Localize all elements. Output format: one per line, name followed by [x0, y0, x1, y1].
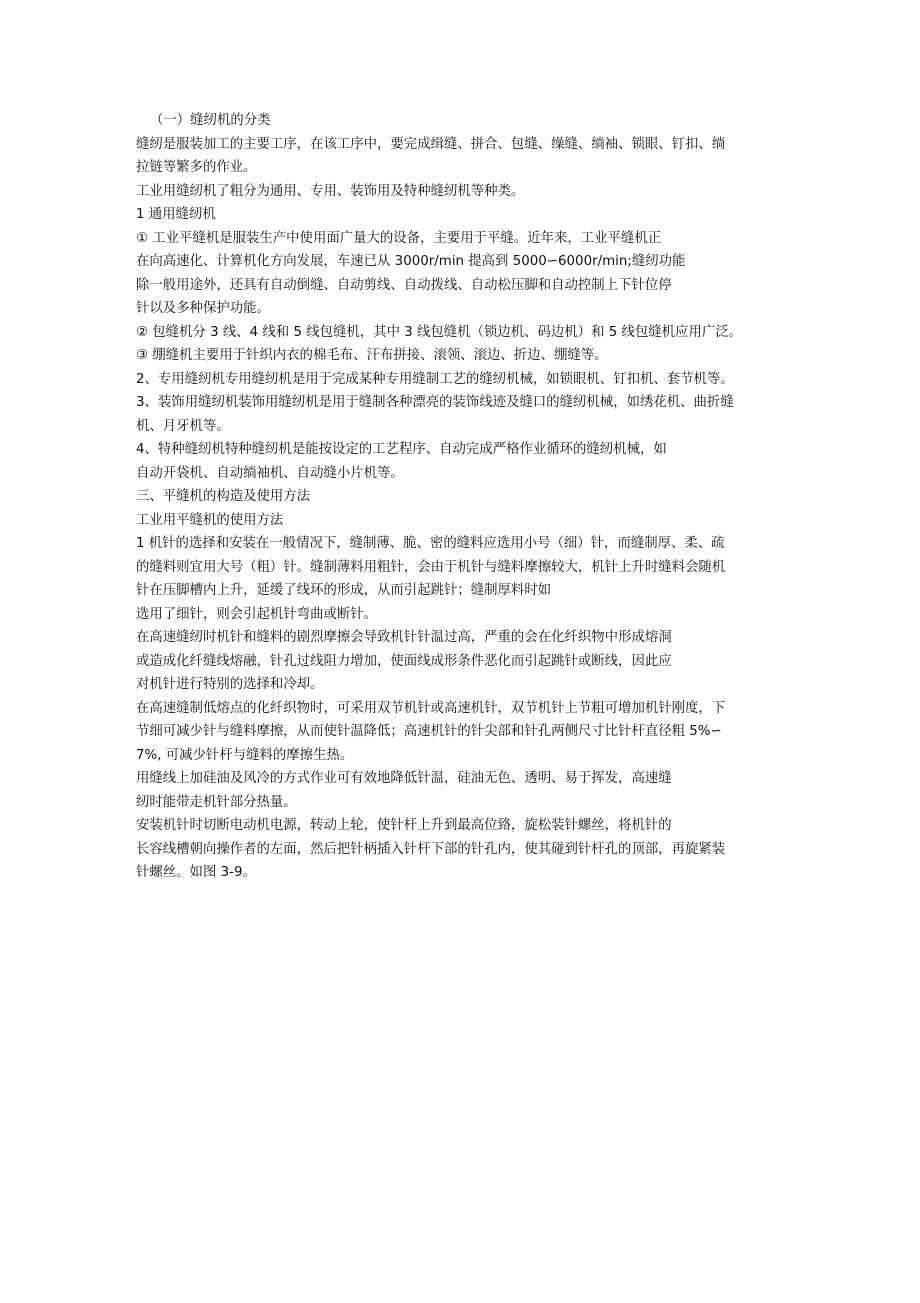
- text-line: 拉链等繁多的作业。: [136, 160, 257, 175]
- subsection-heading: 工业用平缝机的使用方法: [136, 512, 284, 528]
- text-line: 4、特种缝纫机特种缝纫机是能按设定的工艺程序、自动完成严格作业循环的缝纫机械，如: [136, 442, 667, 457]
- text-line: 的缝料则宜用大号（粗）针。缝制薄料用粗针，会由于机针与缝料摩擦较大，机针上升时缝料会随机: [136, 559, 726, 575]
- text-line: 节细可减少针与缝料摩擦，从而使针温降低；高速机针的针尖部和针孔两侧尺寸比针杆直径粗 5%∽: [136, 724, 722, 739]
- text-line: 长容线槽朝向操作者的左面，然后把针柄插入针杆下部的针孔内，使其碰到针杆孔的顶部，再旋紧装: [136, 841, 726, 857]
- text-line: 针以及多种保护功能。: [136, 301, 270, 316]
- text-line: 2、专用缝纫机专用缝纫机是用于完成某种专用缝制工艺的缝纫机械，如锁眼机、钉扣机、套节机等。: [136, 371, 734, 387]
- text-line: 用缝线上加硅油及风冷的方式作业可有效地降低针温，硅油无色、透明、易于挥发，高速缝: [136, 771, 672, 786]
- text-line: 缝纫是服装加工的主要工序，在该工序中，要完成缉缝、拼合、包缝、缲缝、绱袖、锁眼、钉扣、绱: [136, 136, 726, 152]
- text-line: 针螺丝。如图 3-9。: [136, 865, 256, 880]
- text-line: 安装机针时切断电动机电源，转动上轮，使针杆上升到最高位臵，旋松装针螺丝，将机针的: [136, 818, 672, 833]
- text-line: 3、装饰用缝纫机装饰用缝纫机是用于缝制各种漂亮的装饰线迹及缝口的缝纫机械，如绣花机、曲折缝: [136, 395, 734, 410]
- text-line: 在高速缝纫时机针和缝料的剧烈摩擦会导致机针针温过高，严重的会在化纤织物中形成熔洞: [136, 630, 672, 645]
- text-line: 针在压脚槽内上升，延缓了线环的形成，从而引起跳针；缝制厚料时如: [136, 583, 552, 598]
- text-line: 对机针进行特别的选择和冷却。: [136, 677, 324, 692]
- subsection-heading: 1 通用缝纫机: [136, 207, 216, 222]
- text-line: 纫时能带走机针部分热量。: [136, 794, 297, 810]
- text-line: 自动开袋机、自动绱袖机、自动缝小片机等。: [136, 465, 404, 481]
- text-line: 工业用缝纫机了粗分为通用、专用、装饰用及特种缝纫机等种类。: [136, 183, 525, 199]
- text-line: ② 包缝机分 3 线、4 线和 5 线包缝机，其中 3 线包缝机（锁边机、码边机）和 5 线包缝机应用广泛。: [136, 324, 743, 340]
- text-line: 或造成化纤缝线熔融，针孔过线阻力增加，使面线成形条件恶化而引起跳针或断线，因此应: [136, 653, 672, 669]
- document-body: [136, 109, 786, 885]
- text-line: ① 工业平缝机是服装生产中使用面广量大的设备，主要用于平缝。近年来，工业平缝机正: [136, 230, 662, 246]
- text-line: 机、月牙机等。: [136, 418, 230, 434]
- text-line: 在向高速化、计算机化方向发展，车速已从 3000r/min 提高到 5000∽6000r/min;缝纫功能: [136, 254, 686, 269]
- text-line: 除一般用途外，还具有自动倒缝、自动剪线、自动拨线、自动松压脚和自动控制上下针位停: [136, 277, 672, 293]
- text-line: 选用了细针，则会引起机针弯曲或断针。: [136, 606, 378, 622]
- section-heading: 三、平缝机的构造及使用方法: [136, 489, 311, 504]
- text-line: 7%, 可减少针杆与缝料的摩擦生热。: [136, 747, 354, 763]
- text-line: 在高速缝制低熔点的化纤织物时，可采用双节机针或高速机针，双节机针上节粗可增加机针刚度，下: [136, 700, 726, 716]
- section-heading: （一）缝纫机的分类: [150, 113, 271, 128]
- text-line: 1 机针的选择和安装在一般情况下，缝制薄、脆、密的缝料应选用小号（细）针，而缝制厚、柔、疏: [136, 536, 725, 551]
- text-line: ③ 绷缝机主要用于针织内衣的棉毛布、汗布拼接、滚领、滚边、折边、绷缝等。: [136, 348, 608, 363]
